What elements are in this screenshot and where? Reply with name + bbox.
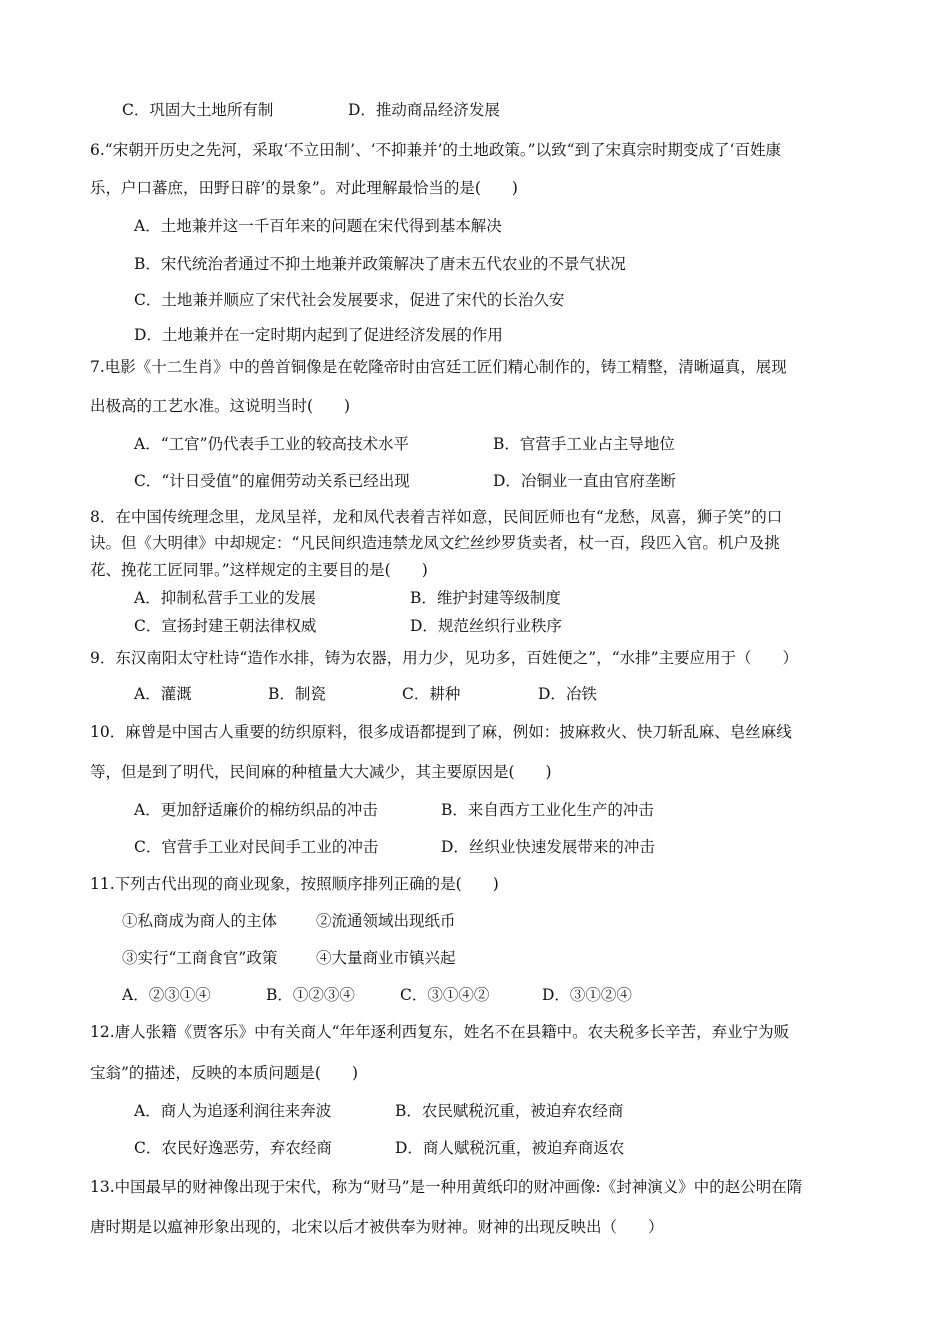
q13-stem-line2: 唐时期是以瘟神形象出现的，北宋以后才被供奉为财神。财神的出现反映出（ ） xyxy=(90,1218,664,1236)
q8-stem-line1: 8．在中国传统理念里，龙凤呈祥，龙和凤代表着吉祥如意，民间匠师也有“龙愁，凤喜，狮子笑”的口 xyxy=(90,508,783,526)
q8-option-c: C．宣扬封建王朝法律权威 xyxy=(134,617,317,635)
q11-item-2: ②流通领域出现纸币 xyxy=(316,912,456,930)
q7-option-a: A．“工官”仍代表手工业的较高技术水平 xyxy=(134,435,410,453)
q13-stem-line1: 13.中国最早的财神像出现于宋代，称为“财马”是一种用黄纸印的财冲画像:《封神演义》中的赵公明在隋 xyxy=(90,1178,803,1196)
q6-option-b: B．宋代统治者通过不抑土地兼并政策解决了唐末五代农业的不景气状况 xyxy=(134,255,626,273)
q11-item-1: ①私商成为商人的主体 xyxy=(122,912,278,930)
q12-stem-line2: 宝翁”的描述，反映的本质问题是( ) xyxy=(90,1064,359,1082)
q6-stem-line1: 6.“宋朝开历史之先河，采取‘不立田制’、‘不抑兼并’的土地政策。”以致“到了宋真宗时期变成了‘百姓康 xyxy=(90,141,781,159)
q9-option-b: B．制瓷 xyxy=(268,685,326,703)
q12-option-c: C．农民好逸恶劳，弃农经商 xyxy=(134,1139,332,1157)
q11-option-c: C．③①④② xyxy=(400,986,490,1004)
q6-stem-line2: 乐，户口蕃庶，田野日辟’的景象”。对此理解最恰当的是( ) xyxy=(90,179,518,197)
q7-stem-line2: 出极高的工艺水准。这说明当时( ) xyxy=(90,397,351,415)
q9-option-d: D．冶铁 xyxy=(538,685,597,703)
q8-option-d: D．规范丝织行业秩序 xyxy=(410,617,562,635)
q7-option-b: B．官营手工业占主导地位 xyxy=(493,435,675,453)
q10-stem-line1: 10．麻曾是中国古人重要的纺织原料，很多成语都提到了麻，例如：披麻救火、快刀斩乱麻、皂丝麻线 xyxy=(90,723,792,741)
q10-option-c: C．官营手工业对民间手工业的冲击 xyxy=(134,838,379,856)
q9-stem-line1: 9．东汉南阳太守杜诗“造作水排，铸为农器，用力少，见功多，百姓便之”，“水排”主要应用于（ ） xyxy=(90,649,799,667)
q10-option-d: D．丝织业快速发展带来的冲击 xyxy=(441,838,655,856)
q11-item-4: ④大量商业市镇兴起 xyxy=(316,949,456,967)
q12-option-d: D．商人赋税沉重，被迫弃商返农 xyxy=(395,1139,625,1157)
q12-stem-line1: 12.唐人张籍《贾客乐》中有关商人“年年逐利西复东，姓名不在县籍中。农夫税多长辛苦，弃业宁为贩 xyxy=(90,1023,790,1041)
q7-stem-line1: 7.电影《十二生肖》中的兽首铜像是在乾隆帝时由宫廷工匠们精心制作的，铸工精整，清晰逼真，展现 xyxy=(90,358,787,376)
q8-option-b: B．维护封建等级制度 xyxy=(410,589,561,607)
q6-option-a: A．土地兼并这一千百年来的问题在宋代得到基本解决 xyxy=(134,217,502,235)
q5-option-d: D．推动商品经济发展 xyxy=(348,101,500,119)
q10-option-a: A．更加舒适廉价的棉纺织品的冲击 xyxy=(134,801,378,819)
q6-option-c: C．土地兼并顺应了宋代社会发展要求，促进了宋代的长治久安 xyxy=(134,291,565,309)
q9-option-a: A．灌溉 xyxy=(134,685,192,703)
q8-stem-line2: 诀。但《大明律》中却规定：“凡民间织造违禁龙凤文纻丝纱罗货卖者，杖一百，段匹入官。机户及挑 xyxy=(90,534,780,552)
q10-stem-line2: 等，但是到了明代，民间麻的种植量大大减少，其主要原因是( ) xyxy=(90,763,552,781)
q7-option-d: D．冶铜业一直由官府垄断 xyxy=(493,472,676,490)
q8-option-a: A．抑制私营手工业的发展 xyxy=(134,589,316,607)
q9-option-c: C．耕种 xyxy=(402,685,461,703)
q12-option-a: A．商人为追逐利润往来奔波 xyxy=(134,1102,332,1120)
q11-option-a: A．②③①④ xyxy=(122,986,211,1004)
q7-option-c: C．“计日受值”的雇佣劳动关系已经出现 xyxy=(134,472,410,490)
q5-option-c: C．巩固大土地所有制 xyxy=(122,101,274,119)
q10-option-b: B．来自西方工业化生产的冲击 xyxy=(441,801,654,819)
q8-stem-line3: 花、挽花工匠同罪。”这样规定的主要目的是( ) xyxy=(90,561,428,579)
q11-option-b: B．①②③④ xyxy=(266,986,355,1004)
q11-stem-line1: 11.下列古代出现的商业现象，按照顺序排列正确的是( ) xyxy=(90,875,499,893)
q6-option-d: D．土地兼并在一定时期内起到了促进经济发展的作用 xyxy=(134,326,503,344)
q11-item-3: ③实行“工商食官”政策 xyxy=(122,949,278,967)
q11-option-d: D．③①②④ xyxy=(542,986,632,1004)
q12-option-b: B．农民赋税沉重，被迫弃农经商 xyxy=(395,1102,624,1120)
